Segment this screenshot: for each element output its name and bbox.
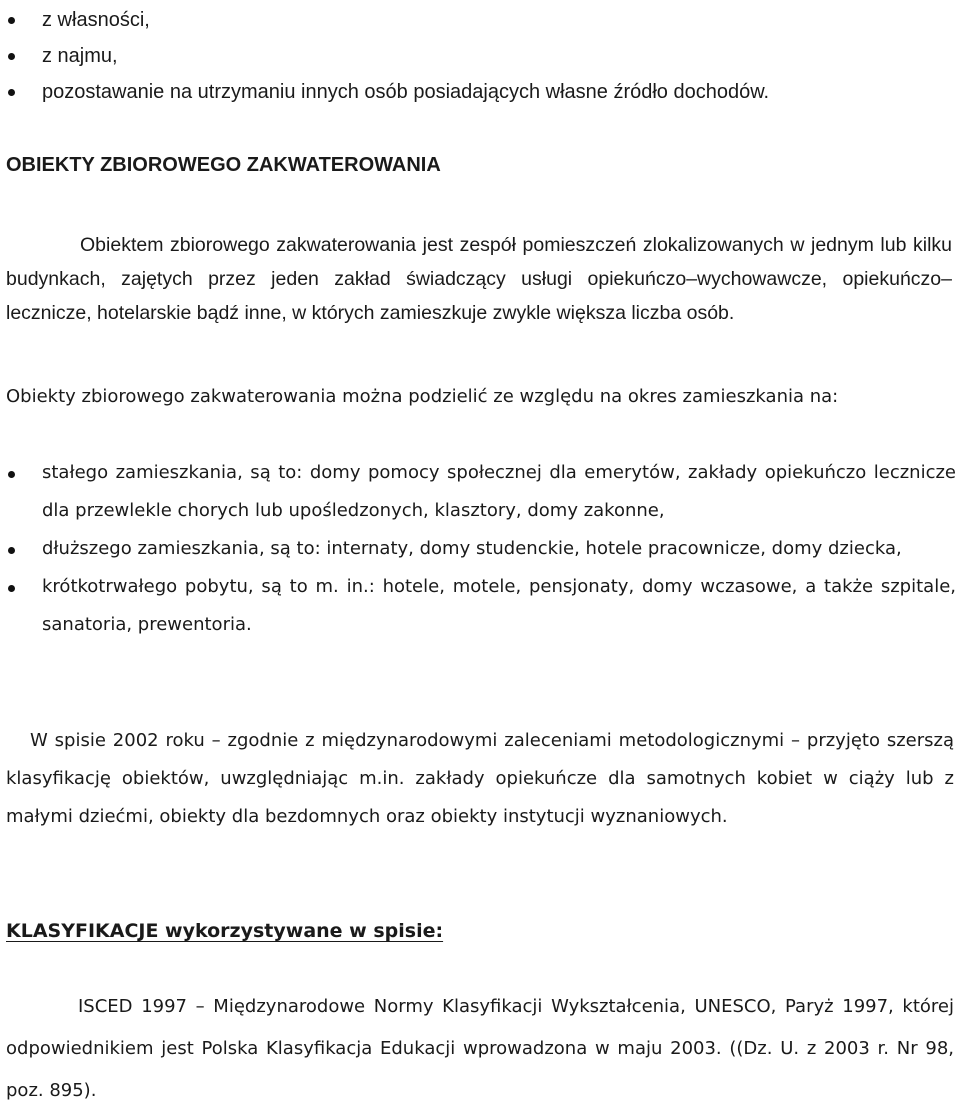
bullet-icon [8,89,15,96]
list-item [6,74,956,110]
list-item-text: stałego zamieszkania, są to: domy pomocy społecznej dla emerytów, zakłady opiekuńczo lecznicze dla przewlekle chorych lub upośledzonych, klasztory, domy zakonne, [42,462,956,521]
residence-type-list [6,454,956,644]
list-item-text: dłuższego zamieszkania, są to: internaty, domy studenckie, hotele pracownicze, domy dziecka, [42,538,902,559]
isced-paragraph [6,986,954,1112]
list-item-text: z własności, [42,9,150,31]
definition-text: Obiektem zbiorowego zakwaterowania jest zespół pomieszczeń zlokalizowanych w jednym lub kilku budynkach, zajętych przez jeden zakład świadczący usługi opiekuńczo–wychowawcze, opiekuńczo–lecznicze, hotelarskie bądź inne, w których zamieszkuje zwykle większa liczba osób. [6,234,952,324]
list-item-text: pozostawanie na utrzymaniu innych osób posiadających własne źródło dochodów. [42,81,770,103]
list-item [6,454,956,530]
bullet-icon [8,547,15,554]
section-heading-objects: OBIEKTY ZBIOROWEGO ZAKWATEROWANIA [6,154,441,176]
list-item-text: krótkotrwałego pobytu, są to m. in.: hotele, motele, pensjonaty, domy wczasowe, a także szpitale, sanatoria, prewentoria. [42,576,956,635]
bullet-icon [8,585,15,592]
section-heading-classifications: KLASYFIKACJE wykorzystywane w spisie: [6,920,444,942]
division-text: Obiekty zbiorowego zakwaterowania można podzielić ze względu na okres zamieszkania na: [6,386,839,407]
definition-paragraph [6,228,952,330]
census-text: W spisie 2002 roku – zgodnie z międzynarodowymi zaleceniami metodologicznymi – przyjęto szerszą klasyfikację obiektów, uwzględniając m.in. zakłady opiekuńcze dla samotnych kobiet w ciąży lub z małymi dziećmi, obiekty dla bezdomnych oraz obiekty instytucji wyznaniowych. [6,730,954,827]
income-source-list [6,2,956,110]
bullet-icon [8,53,15,60]
census-paragraph [6,722,954,836]
list-item [6,38,956,74]
division-paragraph [6,378,954,416]
bullet-icon [8,471,15,478]
bullet-icon [8,17,15,24]
isced-text: ISCED 1997 – Międzynarodowe Normy Klasyfikacji Wykształcenia, UNESCO, Paryż 1997, której odpowiednikiem jest Polska Klasyfikacja Edukacji wprowadzona w maju 2003. ((Dz. U. z 2003 r. Nr 98, poz. 895). [6,996,954,1101]
list-item-text: z najmu, [42,45,118,67]
list-item [6,568,956,644]
list-item [6,2,956,38]
list-item [6,530,956,568]
